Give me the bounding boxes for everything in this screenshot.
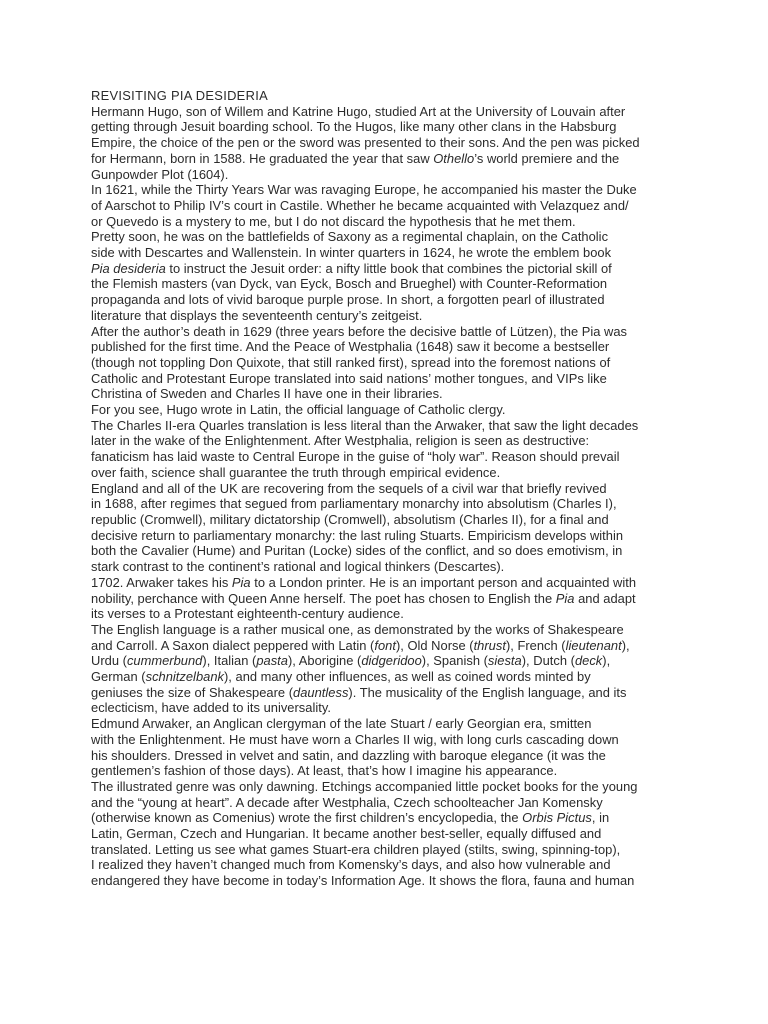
- text-line: [91, 229, 691, 245]
- text-segment: and Carroll. A Saxon dialect peppered with Latin (: [91, 637, 375, 653]
- text-segment: geniuses the size of Shakespeare (: [91, 684, 294, 700]
- paragraph: [91, 418, 691, 481]
- text-line: [91, 418, 691, 434]
- text-segment: ), Spanish (: [421, 653, 488, 669]
- text-line: [91, 167, 691, 183]
- text-line: [91, 528, 691, 544]
- text-segment: The English language is a rather musical one, as demonstrated by the works of Shakespeare: [91, 621, 624, 637]
- paragraph: [91, 622, 691, 716]
- text-segment: and adapt: [574, 590, 636, 606]
- text-segment: with the Enlightenment. He must have worn a Charles II wig, with long curls cascading down: [91, 731, 619, 747]
- text-line: [91, 386, 691, 402]
- text-line: [91, 795, 691, 811]
- text-line: [91, 119, 691, 135]
- text-line: [91, 685, 691, 701]
- text-segment: German (: [91, 669, 146, 685]
- text-segment: Christina of Sweden and Charles II have one in their libraries.: [91, 386, 443, 402]
- paragraph: [91, 402, 691, 418]
- text-segment: later in the wake of the Enlightenment. After Westphalia, religion is seen as destructive:: [91, 433, 590, 449]
- text-line: [91, 104, 691, 120]
- italic-text: Pia: [231, 574, 251, 590]
- text-line: [91, 465, 691, 481]
- text-segment: his shoulders. Dressed in velvet and satin, and dazzling with baroque elegance (it was the: [91, 747, 606, 763]
- italic-text: thrust: [473, 637, 506, 653]
- text-segment: to instruct the Jesuit order: a nifty little book that combines the pictorial skill of: [165, 260, 612, 276]
- italic-text: Pia desideria: [91, 260, 166, 276]
- text-segment: ), Italian (: [202, 653, 257, 669]
- italic-text: Orbis Pictus: [522, 810, 592, 826]
- text-segment: In 1621, while the Thirty Years War was ravaging Europe, he accompanied his master the Duke: [91, 182, 637, 198]
- text-line: [91, 402, 691, 418]
- text-line: [91, 324, 691, 340]
- text-segment: ), French (: [505, 637, 566, 653]
- text-segment: For you see, Hugo wrote in Latin, the official language of Catholic clergy.: [91, 402, 506, 418]
- text-segment: ), Old Norse (: [395, 637, 474, 653]
- text-segment: for Hermann, born in 1588. He graduated the year that saw: [91, 150, 434, 166]
- document-page: [91, 88, 691, 889]
- text-segment: endangered they have become in today’s Information Age. It shows the flora, fauna and human: [91, 873, 635, 889]
- text-segment: ), and many other influences, as well as coined words minted by: [223, 669, 591, 685]
- text-line: [91, 857, 691, 873]
- text-line: [91, 449, 691, 465]
- text-segment: published for the first time. And the Peace of Westphalia (1648) saw it become a bestseller: [91, 339, 610, 355]
- text-segment: ),: [621, 637, 630, 653]
- text-line: [91, 653, 691, 669]
- text-line: [91, 716, 691, 732]
- text-segment: (otherwise known as Comenius) wrote the first children’s encyclopedia, the: [91, 810, 523, 826]
- text-segment: ), Aborigine (: [287, 653, 362, 669]
- paragraph: [91, 779, 691, 889]
- text-line: [91, 481, 691, 497]
- italic-text: schnitzelbank: [145, 669, 224, 685]
- text-segment: , in: [591, 810, 610, 826]
- text-segment: ). The musicality of the English language, and its: [348, 684, 627, 700]
- italic-text: siesta: [487, 653, 522, 669]
- paragraph: [91, 229, 691, 323]
- text-segment: ),: [602, 653, 611, 669]
- text-segment: I realized they haven’t changed much from Komensky’s days, and also how vulnerable and: [91, 857, 611, 873]
- italic-text: font: [374, 637, 396, 653]
- text-line: [91, 543, 691, 559]
- italic-text: Othello: [433, 150, 475, 166]
- text-line: [91, 261, 691, 277]
- italic-text: didgeridoo: [361, 653, 422, 669]
- text-segment: literature that displays the seventeenth century’s zeitgeist.: [91, 307, 423, 323]
- paragraph: [91, 716, 691, 779]
- text-segment: ’s world premiere and the: [474, 150, 620, 166]
- text-segment: Edmund Arwaker, an Anglican clergyman of the late Stuart / early Georgian era, smitten: [91, 716, 592, 732]
- text-segment: and the “young at heart”. A decade after Westphalia, Czech schoolteacher Jan Komensky: [91, 794, 603, 810]
- text-line: [91, 308, 691, 324]
- text-line: [91, 245, 691, 261]
- document-body: [91, 104, 691, 889]
- text-segment: of Aarschot to Philip IV’s court in Castile. Whether he became acquainted with Velazquez and/: [91, 197, 629, 213]
- text-segment: propaganda and lots of vivid baroque purple prose. In short, a forgotten pearl of illustrated: [91, 292, 605, 308]
- text-segment: decisive return to parliamentary monarchy: the last ruling Stuarts. Empiricism develops within: [91, 527, 624, 543]
- italic-text: Pia: [555, 590, 575, 606]
- text-line: [91, 873, 691, 889]
- text-segment: both the Cavalier (Hume) and Puritan (Locke) sides of the conflict, and so does emotivism, in: [91, 543, 623, 559]
- text-segment: Gunpowder Plot (1604).: [91, 166, 229, 182]
- text-segment: The Charles II-era Quarles translation is less literal than the Arwaker, that saw the light decades: [91, 417, 639, 433]
- text-segment: Latin, German, Czech and Hungarian. It became another best-seller, equally diffused and: [91, 826, 602, 842]
- text-segment: After the author’s death in 1629 (three years before the decisive battle of Lützen), the Pia was: [91, 323, 628, 339]
- text-segment: side with Descartes and Wallenstein. In winter quarters in 1624, he wrote the emblem book: [91, 245, 612, 261]
- text-segment: to a London printer. He is an important person and acquainted with: [250, 574, 637, 590]
- text-line: [91, 748, 691, 764]
- italic-text: lieutenant: [565, 637, 622, 653]
- text-line: [91, 496, 691, 512]
- paragraph: [91, 182, 691, 229]
- text-segment: England and all of the UK are recovering from the sequels of a civil war that briefly revived: [91, 480, 607, 496]
- text-segment: or Quevedo is a mystery to me, but I do not discard the hypothesis that he met them.: [91, 213, 576, 229]
- text-segment: getting through Jesuit boarding school. To the Hugos, like many other clans in the Habsburg: [91, 119, 617, 135]
- text-line: [91, 700, 691, 716]
- paragraph: [91, 575, 691, 622]
- text-line: [91, 606, 691, 622]
- text-line: [91, 339, 691, 355]
- text-segment: Empire, the choice of the pen or the sword was presented to their sons. And the pen was picked: [91, 135, 640, 151]
- italic-text: deck: [574, 653, 603, 669]
- text-segment: fanaticism has laid waste to Central Europe in the guise of “holy war”. Reason should prevail: [91, 449, 620, 465]
- text-line: [91, 575, 691, 591]
- text-line: [91, 638, 691, 654]
- text-segment: in 1688, after regimes that segued from parliamentary monarchy into absolutism (Charles I),: [91, 496, 617, 512]
- text-line: [91, 669, 691, 685]
- text-segment: The illustrated genre was only dawning. Etchings accompanied little pocket books for the young: [91, 778, 638, 794]
- text-line: [91, 810, 691, 826]
- italic-text: pasta: [256, 653, 288, 669]
- text-line: [91, 559, 691, 575]
- text-line: [91, 622, 691, 638]
- text-segment: over faith, science shall guarantee the truth through empirical evidence.: [91, 464, 501, 480]
- text-line: [91, 512, 691, 528]
- text-segment: Hermann Hugo, son of Willem and Katrine Hugo, studied Art at the University of Louvain after: [91, 103, 626, 119]
- paragraph: [91, 324, 691, 403]
- text-line: [91, 355, 691, 371]
- text-segment: republic (Cromwell), military dictatorship (Cromwell), absolutism (Charles II), for a final and: [91, 511, 609, 527]
- text-line: [91, 292, 691, 308]
- text-line: [91, 433, 691, 449]
- text-line: [91, 276, 691, 292]
- text-line: [91, 371, 691, 387]
- text-segment: nobility, perchance with Queen Anne herself. The poet has chosen to English the: [91, 590, 556, 606]
- text-line: [91, 826, 691, 842]
- italic-text: cummerbund: [126, 653, 203, 669]
- text-segment: Urdu (: [91, 653, 127, 669]
- text-line: [91, 182, 691, 198]
- text-segment: stark contrast to the continent’s rational and logical thinkers (Descartes).: [91, 559, 505, 575]
- text-line: [91, 214, 691, 230]
- paragraph: [91, 481, 691, 575]
- text-segment: Catholic and Protestant Europe translated into said nations’ mother tongues, and VIPs like: [91, 370, 607, 386]
- text-line: [91, 842, 691, 858]
- text-line: [91, 763, 691, 779]
- text-line: [91, 151, 691, 167]
- document-title: REVISITING PIA DESIDERIA: [91, 88, 268, 103]
- text-line: [91, 779, 691, 795]
- italic-text: dauntless: [293, 684, 349, 700]
- text-segment: 1702. Arwaker takes his: [91, 574, 232, 590]
- text-line: [91, 135, 691, 151]
- text-segment: translated. Letting us see what games Stuart-era children played (stilts, swing, spinning-top),: [91, 841, 621, 857]
- text-segment: the Flemish masters (van Dyck, van Eyck, Bosch and Brueghel) with Counter-Reformation: [91, 276, 608, 292]
- text-segment: Pretty soon, he was on the battlefields of Saxony as a regimental chaplain, on the Catholic: [91, 229, 609, 245]
- text-line: [91, 591, 691, 607]
- text-line: [91, 732, 691, 748]
- text-line: [91, 198, 691, 214]
- text-segment: gentlemen’s fashion of those days). At least, that’s how I imagine his appearance.: [91, 763, 558, 779]
- text-segment: eclecticism, have added to its universality.: [91, 700, 331, 716]
- text-segment: (though not toppling Don Quixote, that still ranked first), spread into the foremost nations of: [91, 354, 611, 370]
- text-segment: ), Dutch (: [521, 653, 575, 669]
- paragraph: [91, 104, 691, 183]
- text-segment: its verses to a Protestant eighteenth-century audience.: [91, 606, 404, 622]
